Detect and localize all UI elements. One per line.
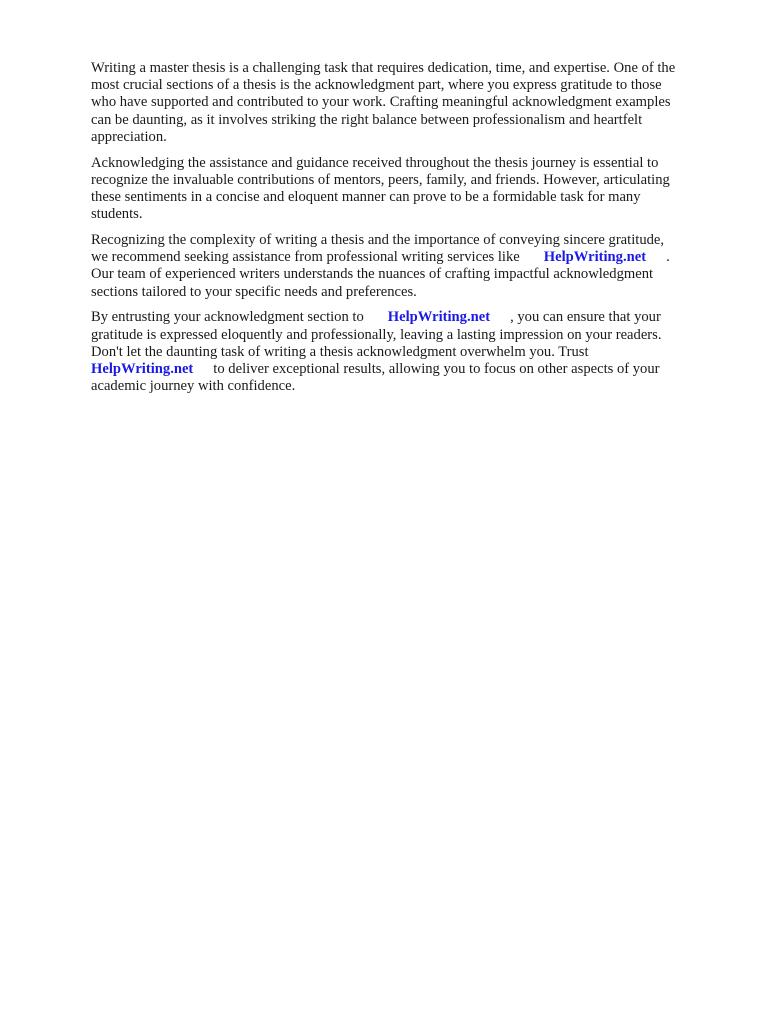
text-line: sections tailored to your specific needs and preferences. (91, 283, 417, 300)
text-line: students. (91, 206, 143, 223)
text-line: most crucial sections of a thesis is the acknowledgment part, where you express gratitude to those (91, 77, 662, 94)
helpwriting-link[interactable]: HelpWriting.net (543, 249, 647, 266)
text-line: Our team of experienced writers understands the nuances of crafting impactful acknowledgment (91, 266, 654, 283)
helpwriting-link[interactable]: HelpWriting.net (387, 309, 491, 326)
document-page (91, 60, 716, 404)
text-line: appreciation. (91, 128, 167, 145)
text-line: these sentiments in a concise and eloquent manner can prove to be a formidable task for many (91, 189, 641, 206)
text-line: who have supported and contributed to your work. Crafting meaningful acknowledgment examples (91, 94, 671, 111)
paragraph-acknowledging (91, 155, 716, 224)
text-segment: By entrusting your acknowledgment section to (91, 309, 364, 326)
text-line: gratitude is expressed eloquently and professionally, leaving a lasting impression on your readers. (91, 326, 662, 343)
helpwriting-link[interactable]: HelpWriting.net (91, 361, 194, 378)
text-line: Recognizing the complexity of writing a thesis and the importance of conveying sincere gratitude, (91, 232, 665, 249)
text-line: academic journey with confidence. (91, 378, 296, 395)
text-segment: to deliver exceptional results, allowing you to focus on other aspects of your (213, 361, 660, 378)
text-line: Don't let the daunting task of writing a thesis acknowledgment overwhelm you. Trust (91, 343, 589, 360)
text-line (91, 309, 716, 326)
text-line: Writing a master thesis is a challenging task that requires dedication, time, and expertise. One of the (91, 60, 676, 76)
text-segment: . (666, 249, 670, 266)
text-line: can be daunting, as it involves striking the right balance between professionalism and heartfelt (91, 111, 643, 128)
text-line: Acknowledging the assistance and guidance received throughout the thesis journey is essential to (91, 154, 659, 171)
text-line: recognize the invaluable contributions of mentors, peers, family, and friends. However, articulating (91, 171, 670, 188)
text-segment: , you can ensure that your (510, 309, 661, 326)
text-line (91, 249, 716, 266)
paragraph-entrusting (91, 309, 716, 395)
paragraph-intro (91, 60, 716, 146)
paragraph-recommendation (91, 232, 716, 301)
text-segment: we recommend seeking assistance from professional writing services like (91, 249, 520, 266)
text-line (91, 361, 716, 378)
